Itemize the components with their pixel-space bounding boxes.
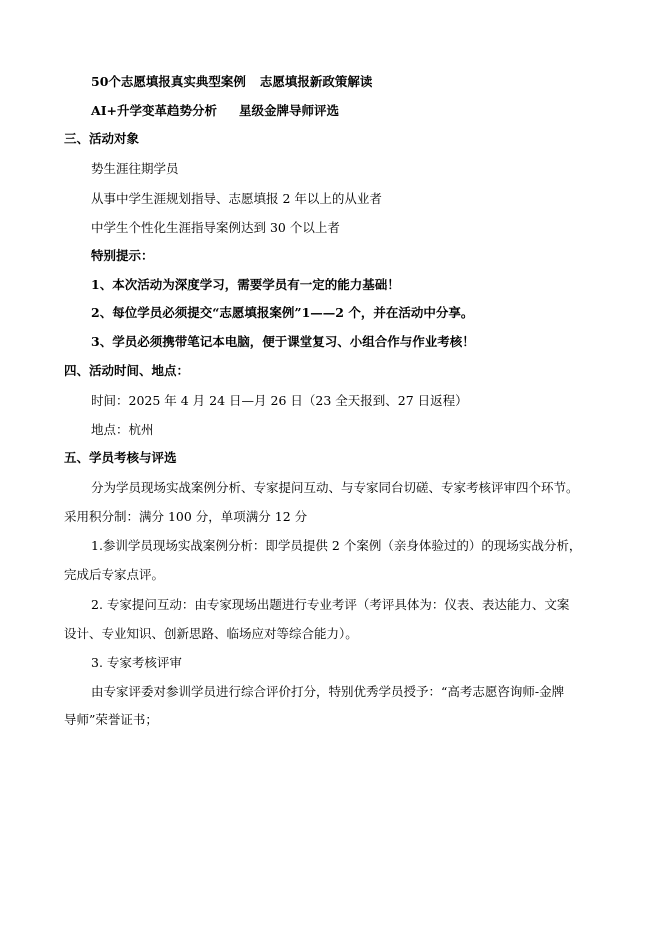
special-tip-3: 3、学员必须携带笔记本电脑，便于课堂复习、小组合作与作业考核！ xyxy=(91,334,475,349)
topic-cases: 50个志愿填报真实典型案例 xyxy=(91,74,246,89)
course-topics-line-1 xyxy=(91,74,372,90)
assessment-item-1-line-2: 完成后专家点评。 xyxy=(64,567,165,582)
section-5-heading: 五、学员考核与评选 xyxy=(64,450,177,465)
target-item-3: 中学生个性化生涯指导案例达到 30 个以上者 xyxy=(91,220,340,235)
topic-policy: 志愿填报新政策解读 xyxy=(259,74,373,89)
closing-line-2: 导师”荣誉证书； xyxy=(64,712,158,727)
assessment-item-2-line-1: 2. 专家提问互动：由专家现场出题进行专业考评（考评具体为：仪表、表达能力、文案 xyxy=(91,597,570,612)
assessment-item-1-line-1: 1.参训学员现场实战案例分析：即学员提供 2 个案例（亲身体验过的）的现场实战分析， xyxy=(91,538,582,553)
event-place: 地点：杭州 xyxy=(91,422,154,437)
target-item-1: 势生涯往期学员 xyxy=(91,161,179,176)
topic-ai-trends: AI+升学变革趋势分析 xyxy=(91,103,218,118)
assessment-item-2-line-2: 设计、专业知识、创新思路、临场应对等综合能力）。 xyxy=(64,626,358,641)
special-tip-1: 1、本次活动为深度学习，需要学员有一定的能力基础！ xyxy=(91,277,400,292)
course-topics-line-2 xyxy=(91,103,339,119)
assessment-intro-line-1: 分为学员现场实战案例分析、专家提问互动、与专家同台切磋、专家考核评审四个环节。 xyxy=(91,480,579,495)
special-tip-2: 2、每位学员必须提交“志愿填报案例”1——2 个，并在活动中分享。 xyxy=(91,305,474,320)
section-4-heading: 四、活动时间、地点： xyxy=(64,363,190,378)
section-3-heading: 三、活动对象 xyxy=(64,131,140,146)
special-tips-title: 特别提示： xyxy=(91,248,154,263)
event-time: 时间：2025 年 4 月 24 日—月 26 日（23 全天报到、27 日返程） xyxy=(91,393,468,408)
assessment-item-3: 3. 专家考核评审 xyxy=(91,655,182,670)
topic-mentor-selection: 星级金牌导师评选 xyxy=(239,103,340,118)
closing-line-1: 由专家评委对参训学员进行综合评价打分，特别优秀学员授予：“高考志愿咨询师-金牌 xyxy=(91,684,565,699)
assessment-intro-line-2: 采用积分制：满分 100 分，单项满分 12 分 xyxy=(64,509,308,524)
target-item-2: 从事中学生涯规划指导、志愿填报 2 年以上的从业者 xyxy=(91,191,382,206)
